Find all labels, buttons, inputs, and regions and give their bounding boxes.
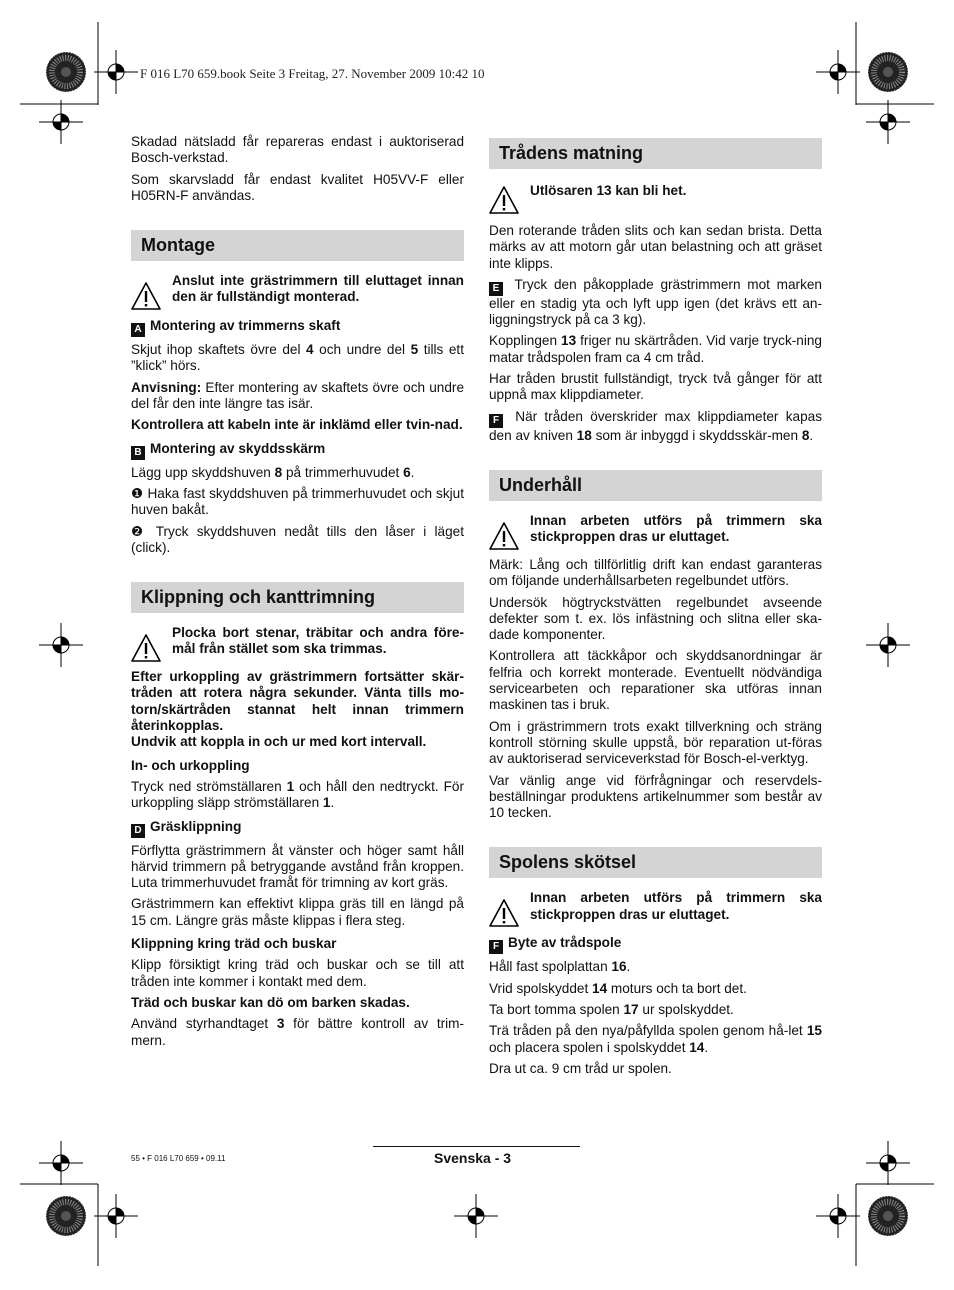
subheading-text: Montering av skyddsskärm bbox=[150, 440, 326, 456]
right-column bbox=[489, 138, 822, 1082]
subheading-inkoppling: In- och urkoppling bbox=[131, 757, 250, 773]
paragraph: Lägg upp skyddshuven 8 på trimmerhuvudet 6. bbox=[131, 464, 415, 480]
warning-text: Innan arbeten utförs på trimmern ska stickproppen dras ur eluttaget. bbox=[530, 512, 822, 545]
paragraph: Efter urkoppling av grästrimmern fortsätter skär-tråden att rotera några sekunder. Vänta tills mo-torn/skärtråden stannat helt innan trimmern återinkopplas. bbox=[131, 669, 464, 734]
section-heading-underhall: Underhåll bbox=[489, 470, 822, 501]
warning-block bbox=[489, 181, 822, 217]
figure-ref-badge: F bbox=[489, 940, 503, 954]
paragraph: Skjut ihop skaftets övre del 4 och undre del 5 tills ett ”klick” hörs. bbox=[131, 342, 464, 374]
subheading-text: Gräsklippning bbox=[150, 818, 242, 834]
paragraph: Undersök högtryckstvätten regelbundet avseende defekter som t. ex. lös infästning och slitna eller ska-dade komponenter. bbox=[489, 594, 822, 643]
warning-text: Innan arbeten utförs på trimmern ska stickproppen dras ur eluttaget. bbox=[530, 890, 822, 922]
section-heading-klippning: Klippning och kanttrimning bbox=[131, 582, 464, 613]
paragraph: Tryck ned strömställaren 1 och håll den nedtryckt. För urkoppling släpp strömställaren 1. bbox=[131, 778, 464, 811]
section-heading-montage: Montage bbox=[131, 230, 464, 261]
warning-triangle-icon bbox=[131, 281, 161, 311]
print-code: 55 • F 016 L70 659 • 09.11 bbox=[131, 1154, 226, 1163]
paragraph: Har tråden brustit fullständigt, tryck två gånger för att uppnå max klippdiameter. bbox=[489, 371, 822, 403]
paragraph: E Tryck den påkopplade grästrimmern mot marken eller en stadig yta och lyft upp igen (det krävs ett an-liggningstryck på ca 3 kg). bbox=[489, 276, 822, 328]
paragraph: Träd och buskar kan dö om barken skadas. bbox=[131, 994, 410, 1010]
paragraph: Trä tråden på den nya/påfyllda spolen genom hå-let 15 och placera spolen i spolskyddet 14. bbox=[489, 1023, 822, 1055]
page-number: Svenska - 3 bbox=[434, 1150, 512, 1166]
print-header: F 016 L70 659.book Seite 3 Freitag, 27. November 2009 10:42 10 bbox=[140, 66, 485, 81]
paragraph: F När tråden överskrider max klippdiameter kapas den av kniven 18 som är inbyggd i skyddsskär-men 8. bbox=[489, 408, 822, 443]
paragraph: Som skarvsladd får endast kvalitet H05VV-F eller H05RN-F användas. bbox=[131, 171, 464, 203]
subheading-skyddsskarm bbox=[131, 441, 464, 460]
subheading-text: Montering av trimmerns skaft bbox=[150, 318, 341, 334]
paragraph: Klipp försiktigt kring träd och buskar och se till att tråden inte kommer i kontakt med dem. bbox=[131, 957, 464, 989]
paragraph: Förflytta grästrimmern åt vänster och höger samt håll härvid trimmern på betryggande avstånd från kroppen. Luta trimmerhuvudet framåt för trimning av kort gräs. bbox=[131, 842, 464, 891]
subheading-skaft bbox=[131, 318, 464, 337]
paragraph: Märk: Lång och tillförlitlig drift kan endast garanteras om följande underhållsarbeten regelbundet utförs. bbox=[489, 556, 822, 589]
paragraph: ❶ Haka fast skyddshuven på trimmerhuvudet och skjut huven bakåt. bbox=[131, 485, 464, 518]
figure-ref-badge: F bbox=[489, 414, 503, 428]
warning-triangle-icon bbox=[489, 185, 519, 215]
paragraph: Dra ut ca. 9 cm tråd ur spolen. bbox=[489, 1060, 672, 1076]
warning-text: Utlösaren 13 kan bli het. bbox=[530, 183, 687, 198]
section-heading-matning: Trådens matning bbox=[489, 138, 822, 169]
figure-ref-badge: B bbox=[131, 446, 145, 460]
subheading-text: Byte av trådspole bbox=[508, 935, 622, 951]
figure-ref-badge: D bbox=[131, 824, 145, 838]
subheading-grasklippning bbox=[131, 819, 464, 838]
warning-triangle-icon bbox=[489, 521, 519, 551]
warning-block bbox=[489, 890, 822, 928]
warning-text: Anslut inte grästrimmern till eluttaget innan den är fullständigt monterad. bbox=[172, 273, 464, 305]
paragraph: Kontrollera att kabeln inte är inklämd eller tvin-nad. bbox=[131, 417, 463, 433]
subheading-kring-trad: Klippning kring träd och buskar bbox=[131, 936, 337, 952]
figure-ref-badge: E bbox=[489, 282, 503, 296]
section-heading-spolens: Spolens skötsel bbox=[489, 847, 822, 878]
warning-text: Plocka bort stenar, träbitar och andra före-mål från stället som ska trimmas. bbox=[172, 625, 464, 657]
warning-triangle-icon bbox=[489, 898, 519, 928]
warning-block bbox=[131, 625, 464, 663]
paragraph: Undvik att koppla in och ur med kort intervall. bbox=[131, 734, 427, 750]
paragraph: Ta bort tomma spolen 17 ur spolskyddet. bbox=[489, 1002, 734, 1018]
figure-ref-badge: A bbox=[131, 323, 145, 337]
paragraph: Använd styrhandtaget 3 för bättre kontroll av trim-mern. bbox=[131, 1016, 464, 1048]
paragraph: Kontrollera att täckkåpor och skyddsanordningar är felfria och korrekt monterade. Eventuellt nödvändiga servicearbeten och reparationer ska utföras innan maskinen tas i bruk. bbox=[489, 648, 822, 713]
paragraph: Vrid spolskyddet 14 moturs och ta bort det. bbox=[489, 980, 747, 996]
paragraph: Om i grästrimmern trots exakt tillverkning och sträng kontroll störning skulle uppstå, bör reparation ut-föras av auktoriserad serviceverkstad för Bosch-el-verktyg. bbox=[489, 718, 822, 767]
subheading-byte-spole bbox=[489, 935, 822, 954]
paragraph: ❷ Tryck skyddshuven nedåt tills den låser i läget (click). bbox=[131, 523, 464, 555]
paragraph: Var vänlig ange vid förfrågningar och reservdels-beställningar produktens artikelnummer som består av 10 tecken. bbox=[489, 772, 822, 821]
warning-block bbox=[131, 273, 464, 311]
warning-triangle-icon bbox=[131, 633, 161, 663]
paragraph: Den roterande tråden slits och kan sedan brista. Detta märks av att motorn går utan belastning och att gräset inte klipps. bbox=[489, 223, 822, 271]
paragraph: Håll fast spolplattan 16. bbox=[489, 959, 631, 975]
paragraph: Skadad nätsladd får repareras endast i auktoriserad Bosch-verkstad. bbox=[131, 134, 464, 166]
left-column bbox=[131, 134, 464, 1054]
paragraph: Anvisning: Efter montering av skaftets övre och undre del får den inte längre tas isär. bbox=[131, 379, 464, 412]
warning-block bbox=[489, 513, 822, 551]
footer-rule bbox=[373, 1146, 580, 1147]
paragraph: Grästrimmern kan effektivt klippa gräs till en längd på 15 cm. Längre gräs måste klippas i flera steg. bbox=[131, 896, 464, 928]
paragraph: Kopplingen 13 friger nu skärtråden. Vid varje tryck-ning matar trådspolen fram ca 4 cm tråd. bbox=[489, 333, 822, 365]
